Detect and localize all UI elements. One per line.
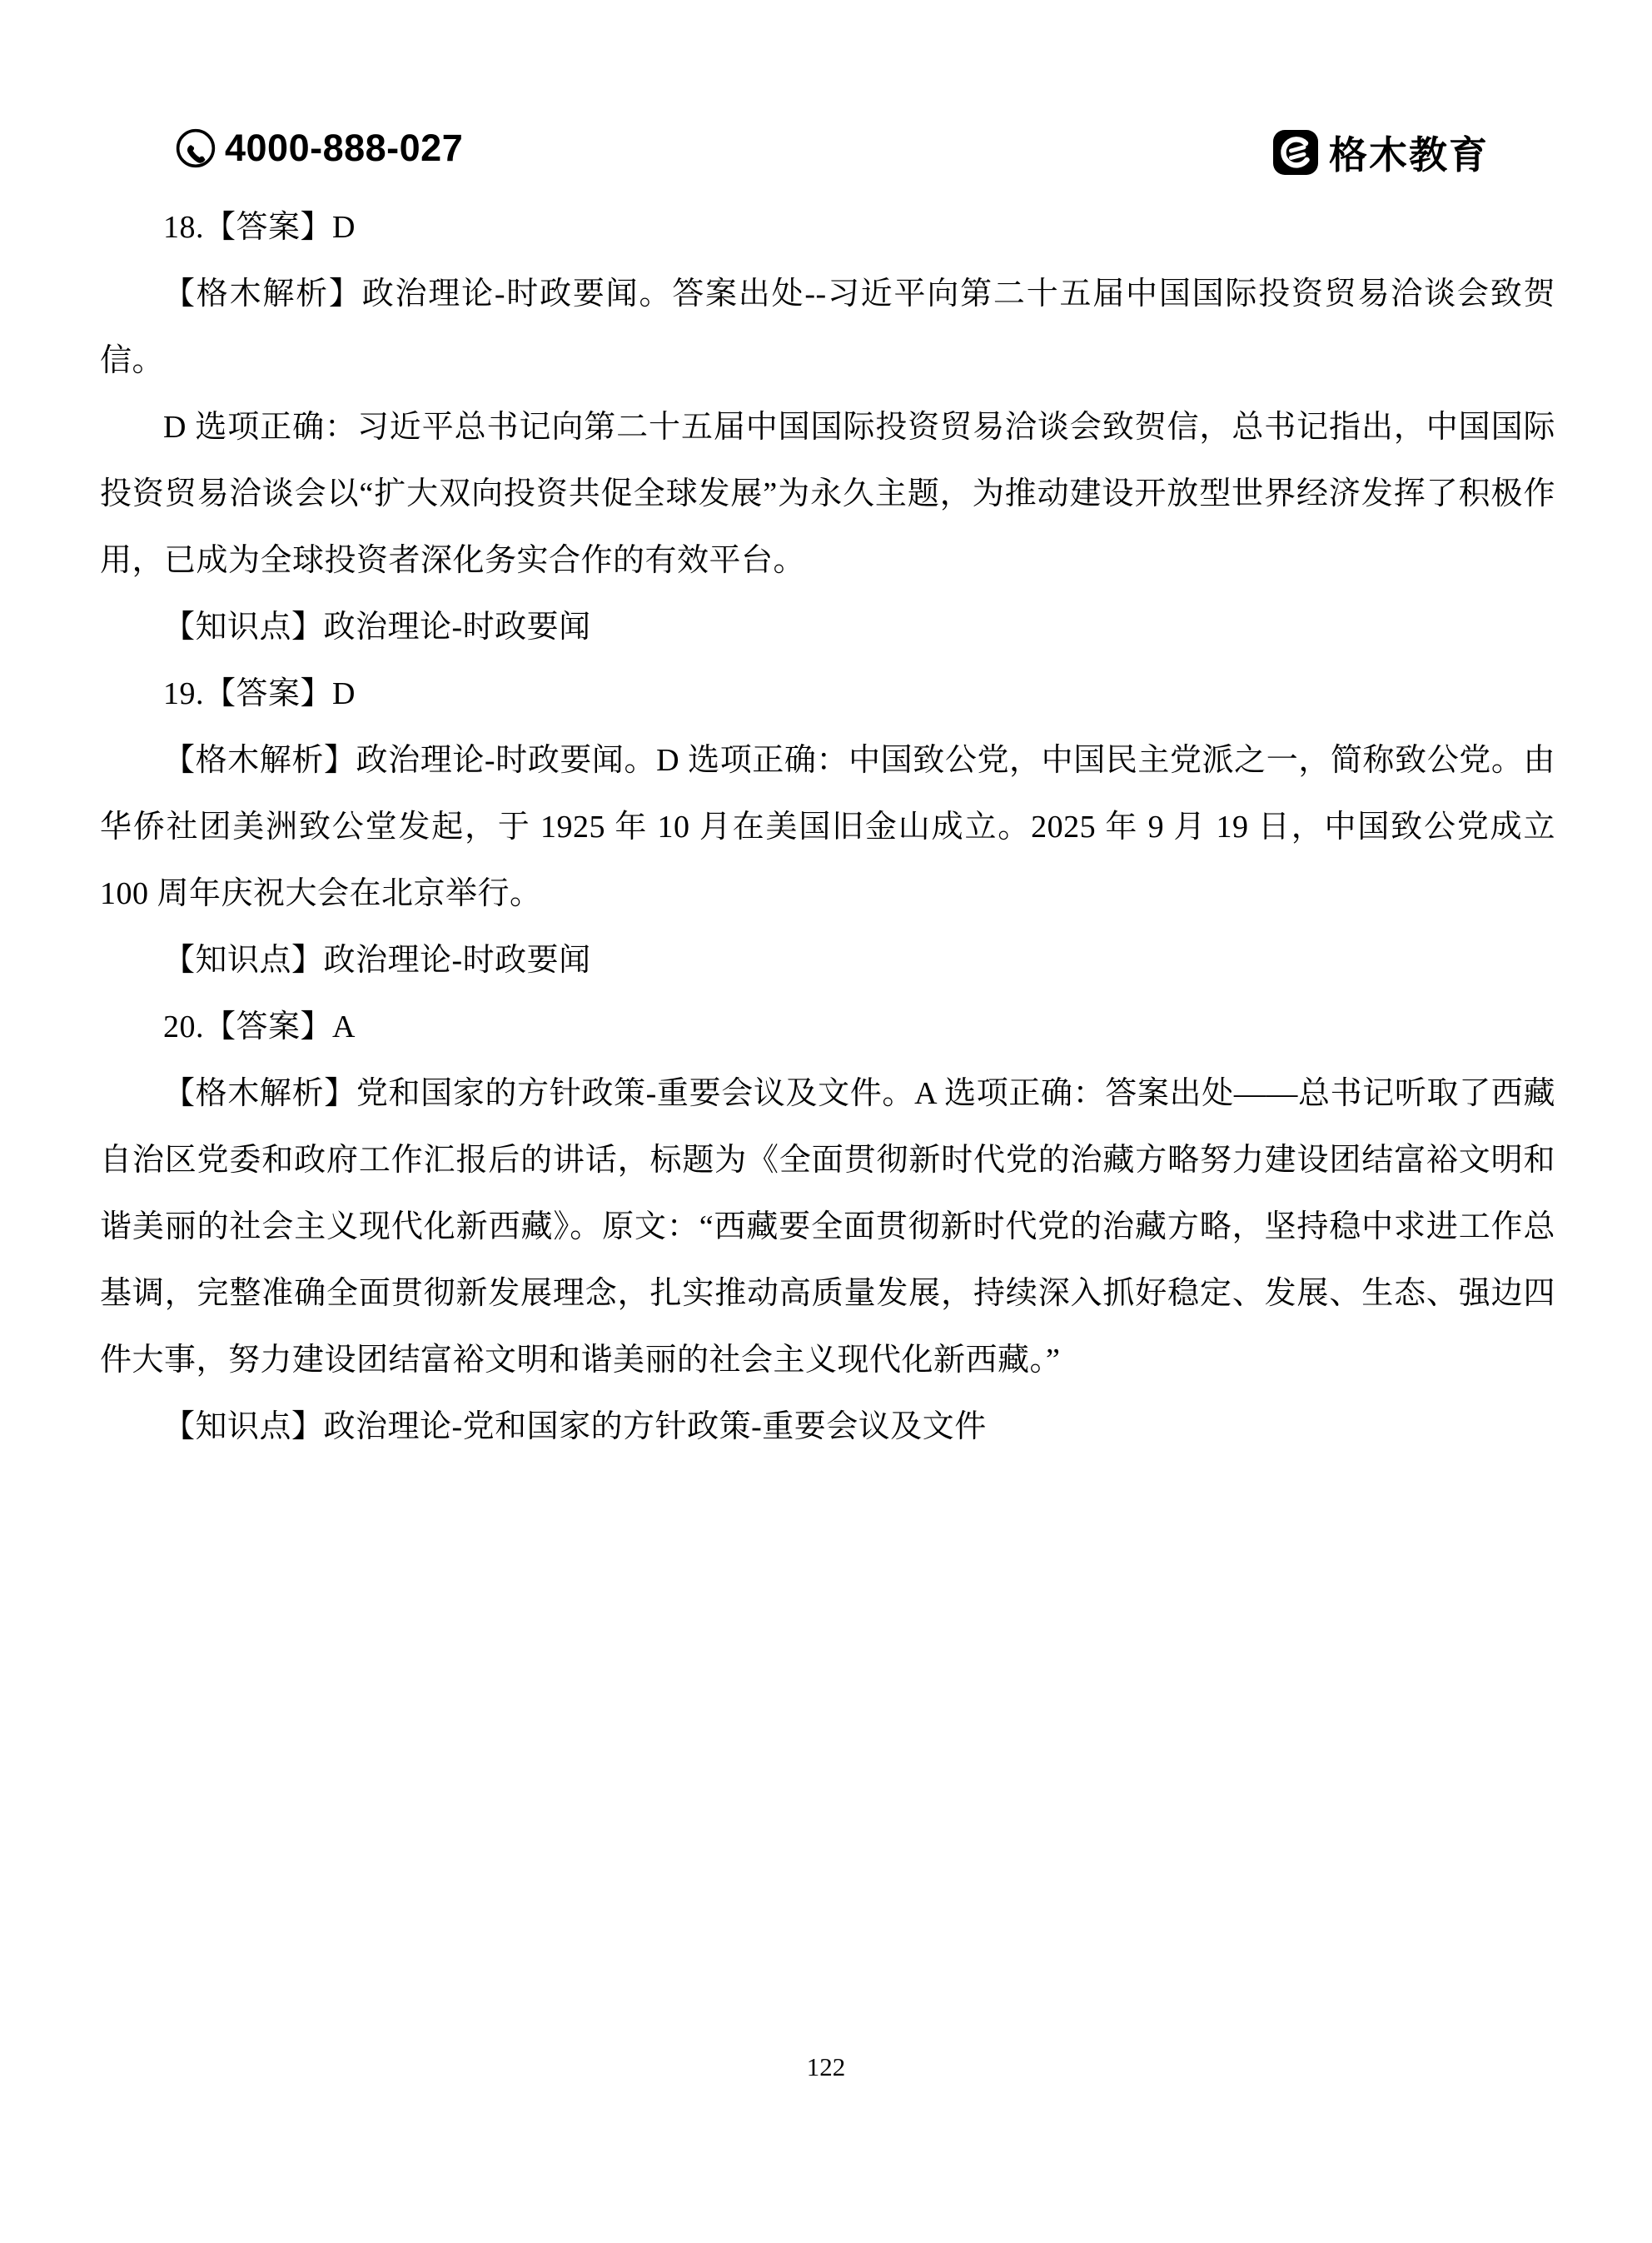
answer-19-analysis: 【格木解析】政治理论-时政要闻。D 选项正确：中国致公党，中国民主党派之一，简称致公党。由华侨社团美洲致公堂发起，于 1925 年 10 月在美国旧金山成立。2025 年 9 月 19 日，中国致公党成立 100 周年庆祝大会在北京举行。 [100,743,1555,911]
answer-18-analysis: 【格木解析】政治理论-时政要闻。答案出处--习近平向第二十五届中国国际投资贸易洽谈会致贺信。 [100,277,1555,378]
answer-18-detail: D 选项正确：习近平总书记向第二十五届中国国际投资贸易洽谈会致贺信，总书记指出，中国国际投资贸易洽谈会以“扩大双向投资共促全球发展”为永久主题，为推动建设开放型世界经济发挥了积极作用，已成为全球投资者深化务实合作的有效平台。 [100,410,1555,578]
answer-20-analysis: 【格木解析】党和国家的方针政策-重要会议及文件。A 选项正确：答案出处——总书记听取了西藏自治区党委和政府工作汇报后的讲话，标题为《全面贯彻新时代党的治藏方略努力建设团结富裕文明和谐美丽的社会主义现代化新西藏》。原文：“西藏要全面贯彻新时代党的治藏方略，坚持稳中求进工作总基调，完整准确全面贯彻新发展理念，扎实推动高质量发展，持续深入抓好稳定、发展、生态、强边四件大事，努力建设团结富裕文明和谐美丽的社会主义现代化新西藏。” [100,1076,1555,1378]
header-phone-block [175,127,463,170]
brand-name: 格木教育 [1329,133,1489,177]
gemu-logo-icon [1272,129,1319,176]
answers-content [100,194,1555,1460]
page-header [0,125,1652,192]
answer-20-knowledge-point: 【知识点】政治理论-党和国家的方针政策-重要会议及文件 [163,1409,987,1444]
page-number: 122 [806,2052,846,2081]
phone-number: 4000-888-027 [225,127,464,169]
phone-in-circle-icon [175,127,216,169]
answer-18-knowledge-point: 【知识点】政治理论-时政要闻 [163,610,591,645]
header-brand-block [1272,125,1489,180]
answer-19-heading: 19.【答案】D [163,676,356,711]
answer-18-heading: 18.【答案】D [163,210,356,245]
answer-19-knowledge-point: 【知识点】政治理论-时政要闻 [163,943,591,978]
answer-20-heading: 20.【答案】A [163,1009,356,1044]
